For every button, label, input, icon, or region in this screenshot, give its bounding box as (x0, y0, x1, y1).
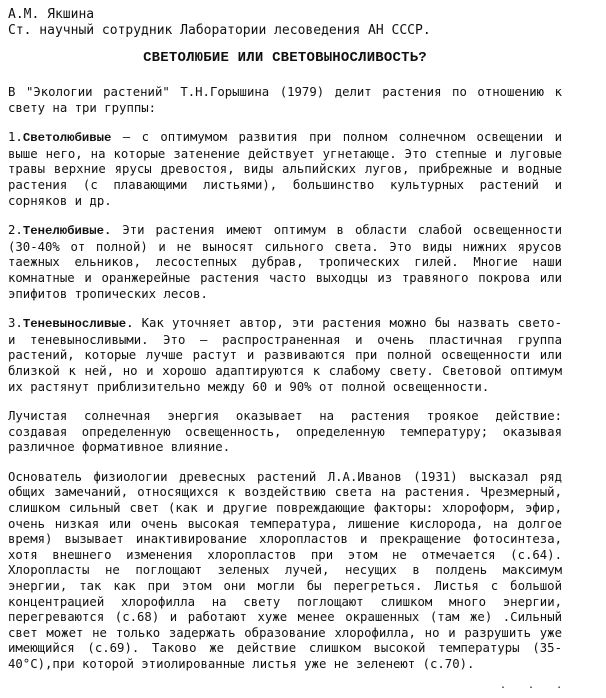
group-2-number: 2. (8, 223, 23, 238)
document-page (8, 7, 562, 673)
group-1-number: 1. (8, 130, 23, 145)
group-2-text: Эти растения имеют оптимум в области слабой освещенности (30-40% от полной) и не выносят сильного света. Это виды нижних ярусов таежных ельников, лесостепных дубрав, тропических гилей. Многие наши комнатные и оранжерейные растения часто выходцы из травяного покрова или эпифитов тропических лесов. (8, 223, 562, 301)
group-1-text: – с оптимумом развития при полном солнечном освещении и выше него, на которые затенение действует угнетающе. Это степные и луговые травы верхние ярусы древостоя, виды альпийских лугов, прибрежные и водные растения (с плавающими листьями), большинство культурных растений и сорняков и др. (8, 130, 562, 208)
intro-paragraph: В "Экологии растений" Т.Н.Горышина (1979) делит растения по отношению к свету на три группы: (8, 85, 562, 115)
group-3-number: 3. (8, 316, 23, 331)
group-1-paragraph (8, 130, 562, 209)
group-1-term: Светолюбивые (22, 131, 112, 146)
group-3-text: Как уточняет автор, эти растения можно бы назвать свето- и теневыносливыми. Это – распространенная и очень пластичная группа растений, которые лучше растут и развиваются при полной освещенности или близкой к ней, но и хорошо адаптируются к слабому свету. Световой оптимум их растянут приблизительно между 60 и 90% от полной освещенности. (8, 316, 562, 394)
ivanov-paragraph: Основатель физиологии древесных растений Л.А.Иванов (1931) высказал ряд общих замечаний, относящихся к воздействию света на растения. Чрезмерный, слишком сильный свет (как и другие повреждающие факторы: хлороформ, эфир, очень низкая или очень высокая температура, лишение кислорода, на долгое время) вызывает инактивирование хлоропластов и прекращение фотосинтеза, хотя внешнего изменения хлоропластов при этом не отмечается (с.64). Хлоропласты не поглощают зеленых лучей, несущих в полдень максимум энергии, так как при этом они могли бы перегреться. Листья с большой концентрацией хлорофилла на свету поглощают слишком много энергии, перегреваются (с.68) и работают хуже менее окрашенных (там же) .Сильный свет может не только задержать образование хлорофилла, но и разрушить уже имеющийся (с.69). Таково же действие слишком высокой температуры (35-40°С),при которой этиолированные листья уже не зеленеют (с.70). (8, 469, 562, 671)
energy-paragraph: Лучистая солнечная энергия оказывает на растения троякое действие: создавая определенную освещенность, определенную температуру; оказывая различное формативное влияние. (8, 409, 562, 455)
affiliation-line: Ст. научный сотрудник Лаборатории лесоведения АН СССР. (8, 23, 431, 38)
group-2-paragraph (8, 223, 562, 302)
group-3-term: Теневыносливые. (22, 317, 134, 332)
group-3-paragraph (8, 316, 562, 395)
author-line: А.М. Якшина (8, 7, 95, 22)
group-2-term: Тенелюбивые. (22, 224, 112, 239)
scan-artifact-dots: . . . (500, 680, 571, 691)
article-title: СВЕТОЛЮБИЕ ИЛИ СВЕТОВЫНОСЛИВОСТЬ? (143, 50, 427, 66)
